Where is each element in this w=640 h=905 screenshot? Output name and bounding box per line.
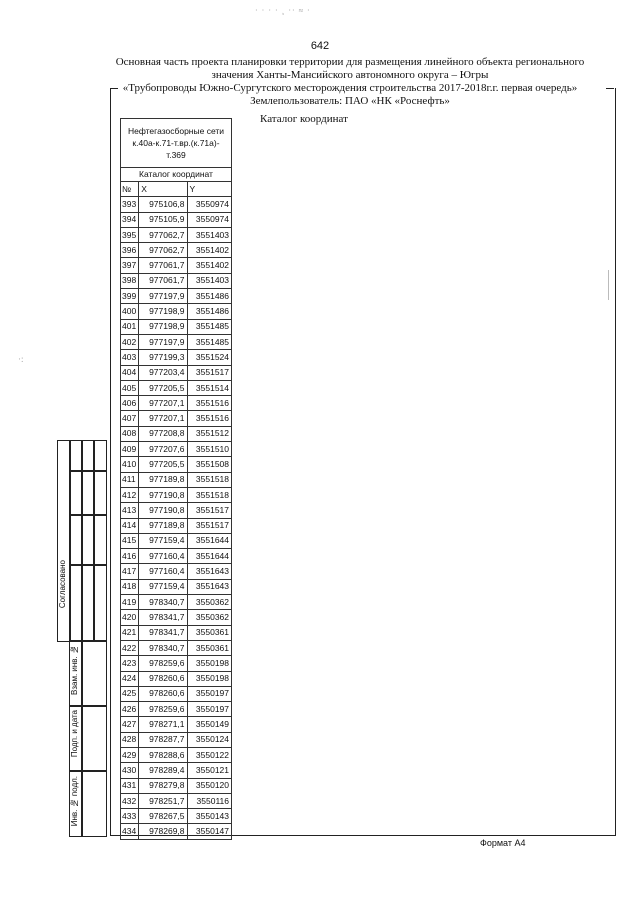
table-row	[121, 380, 232, 395]
title-line-4: Землепользователь: ПАО «НК «Роснефть»	[250, 95, 450, 107]
x-coordinate-cell: 977208,8	[139, 426, 187, 441]
y-coordinate-cell: 3551508	[187, 457, 231, 472]
row-number-cell: 395	[121, 227, 139, 242]
table-row	[121, 717, 232, 732]
row-number-cell: 421	[121, 625, 139, 640]
table-row	[121, 243, 232, 258]
stamp-label-inv-replace: Взам. инв. №	[70, 645, 79, 695]
y-coordinate-cell: 3551643	[187, 579, 231, 594]
table-row	[121, 472, 232, 487]
table-row	[121, 518, 232, 533]
table-row	[121, 304, 232, 319]
table-row	[121, 778, 232, 793]
title-line-1: Основная часть проекта планировки территории для размещения линейного объекта регионального	[115, 56, 585, 68]
x-coordinate-cell: 978267,5	[139, 809, 187, 824]
y-coordinate-cell: 3551486	[187, 289, 231, 304]
table-row	[121, 411, 232, 426]
x-coordinate-cell: 978260,6	[139, 671, 187, 686]
y-coordinate-cell: 3551524	[187, 350, 231, 365]
table-row	[121, 533, 232, 548]
row-number-cell: 397	[121, 258, 139, 273]
x-coordinate-cell: 978271,1	[139, 717, 187, 732]
y-coordinate-cell: 3550974	[187, 212, 231, 227]
x-coordinate-cell: 977199,3	[139, 350, 187, 365]
stamp-sign-date-value	[81, 705, 107, 772]
y-coordinate-cell: 3550124	[187, 732, 231, 747]
row-number-cell: 433	[121, 809, 139, 824]
scan-margin-mark: ·:	[18, 354, 24, 364]
row-number-cell: 410	[121, 457, 139, 472]
table-row	[121, 763, 232, 778]
row-number-cell: 399	[121, 289, 139, 304]
row-number-cell: 403	[121, 350, 139, 365]
x-coordinate-cell: 977160,4	[139, 564, 187, 579]
x-coordinate-cell: 977198,9	[139, 319, 187, 334]
x-coordinate-cell: 977061,7	[139, 258, 187, 273]
frame-corner-left	[110, 88, 118, 89]
column-header-number: №	[121, 182, 139, 197]
x-coordinate-cell: 977062,7	[139, 227, 187, 242]
y-coordinate-cell: 3551486	[187, 304, 231, 319]
x-coordinate-cell: 977197,9	[139, 289, 187, 304]
stamp-top-row-a	[69, 440, 107, 472]
y-coordinate-cell: 3550122	[187, 747, 231, 762]
table-row	[121, 503, 232, 518]
y-coordinate-cell: 3550362	[187, 610, 231, 625]
x-coordinate-cell: 977190,8	[139, 503, 187, 518]
table-row	[121, 319, 232, 334]
stamp-top-row-c	[69, 514, 107, 566]
row-number-cell: 429	[121, 747, 139, 762]
table-row	[121, 457, 232, 472]
row-number-cell: 408	[121, 426, 139, 441]
stamp-top-row-b	[69, 470, 107, 516]
y-coordinate-cell: 3550116	[187, 793, 231, 808]
y-coordinate-cell: 3550198	[187, 671, 231, 686]
x-coordinate-cell: 978259,6	[139, 656, 187, 671]
table-row	[121, 747, 232, 762]
catalog-title: Каталог координат	[260, 113, 348, 125]
table-row	[121, 732, 232, 747]
table-row	[121, 564, 232, 579]
table-row	[121, 273, 232, 288]
y-coordinate-cell: 3550198	[187, 656, 231, 671]
row-number-cell: 400	[121, 304, 139, 319]
approval-stamp	[57, 440, 105, 835]
coordinates-table	[120, 118, 232, 840]
table-row	[121, 702, 232, 717]
table-row	[121, 212, 232, 227]
row-number-cell: 407	[121, 411, 139, 426]
row-number-cell: 430	[121, 763, 139, 778]
stamp-inv-replace-value	[81, 640, 107, 707]
scan-artifact-marks: · · · · ¸ ·· ≈ ·	[255, 6, 311, 15]
table-row	[121, 595, 232, 610]
row-number-cell: 422	[121, 640, 139, 655]
table-subheader-row	[121, 168, 232, 182]
row-number-cell: 417	[121, 564, 139, 579]
format-label: Формат А4	[480, 838, 526, 848]
y-coordinate-cell: 3550362	[187, 595, 231, 610]
stamp-label-sign-date: Подп. и дата	[70, 710, 79, 758]
y-coordinate-cell: 3551517	[187, 365, 231, 380]
x-coordinate-cell: 977205,5	[139, 380, 187, 395]
x-coordinate-cell: 977159,4	[139, 533, 187, 548]
x-coordinate-cell: 977207,1	[139, 396, 187, 411]
x-coordinate-cell: 977061,7	[139, 273, 187, 288]
x-coordinate-cell: 977062,7	[139, 243, 187, 258]
x-coordinate-cell: 977189,8	[139, 518, 187, 533]
y-coordinate-cell: 3551643	[187, 564, 231, 579]
x-coordinate-cell: 975106,8	[139, 197, 187, 212]
table-object-row	[121, 119, 232, 168]
x-coordinate-cell: 975105,9	[139, 212, 187, 227]
x-coordinate-cell: 978340,7	[139, 595, 187, 610]
y-coordinate-cell: 3551485	[187, 319, 231, 334]
x-coordinate-cell: 977205,5	[139, 457, 187, 472]
table-row	[121, 579, 232, 594]
table-row	[121, 227, 232, 242]
table-row	[121, 350, 232, 365]
row-number-cell: 398	[121, 273, 139, 288]
y-coordinate-cell: 3551517	[187, 518, 231, 533]
row-number-cell: 423	[121, 656, 139, 671]
row-number-cell: 425	[121, 686, 139, 701]
row-number-cell: 416	[121, 549, 139, 564]
x-coordinate-cell: 977159,4	[139, 579, 187, 594]
x-coordinate-cell: 977198,9	[139, 304, 187, 319]
stamp-top-row-d	[69, 564, 107, 642]
y-coordinate-cell: 3551510	[187, 442, 231, 457]
stamp-label-inv-orig: Инв. № подл.	[70, 776, 79, 827]
table-row	[121, 549, 232, 564]
x-coordinate-cell: 977190,8	[139, 487, 187, 502]
y-coordinate-cell: 3550120	[187, 778, 231, 793]
object-name-cell: Нефтегазосборные сети к.40а-к.71-т.вр.(к.71а)-т.369	[121, 119, 232, 168]
row-number-cell: 414	[121, 518, 139, 533]
row-number-cell: 428	[121, 732, 139, 747]
subheader-cell: Каталог координат	[121, 168, 232, 182]
y-coordinate-cell: 3551516	[187, 411, 231, 426]
table-row	[121, 396, 232, 411]
table-row	[121, 258, 232, 273]
x-coordinate-cell: 978287,7	[139, 732, 187, 747]
y-coordinate-cell: 3550197	[187, 702, 231, 717]
y-coordinate-cell: 3551403	[187, 273, 231, 288]
y-coordinate-cell: 3551402	[187, 243, 231, 258]
y-coordinate-cell: 3551403	[187, 227, 231, 242]
y-coordinate-cell: 3551518	[187, 472, 231, 487]
title-line-2: значения Ханты-Мансийского автономного округа – Югры	[211, 69, 489, 81]
y-coordinate-cell: 3551402	[187, 258, 231, 273]
y-coordinate-cell: 3550121	[187, 763, 231, 778]
row-number-cell: 427	[121, 717, 139, 732]
table-row	[121, 365, 232, 380]
x-coordinate-cell: 978341,7	[139, 625, 187, 640]
row-number-cell: 405	[121, 380, 139, 395]
row-number-cell: 404	[121, 365, 139, 380]
row-number-cell: 412	[121, 487, 139, 502]
y-coordinate-cell: 3550147	[187, 824, 231, 839]
y-coordinate-cell: 3550361	[187, 625, 231, 640]
x-coordinate-cell: 978289,4	[139, 763, 187, 778]
row-number-cell: 431	[121, 778, 139, 793]
table-row	[121, 671, 232, 686]
x-coordinate-cell: 978288,6	[139, 747, 187, 762]
row-number-cell: 413	[121, 503, 139, 518]
x-coordinate-cell: 977160,4	[139, 549, 187, 564]
x-coordinate-cell: 978260,6	[139, 686, 187, 701]
y-coordinate-cell: 3550361	[187, 640, 231, 655]
row-number-cell: 402	[121, 334, 139, 349]
frame-corner-right	[606, 88, 614, 89]
y-coordinate-cell: 3551514	[187, 380, 231, 395]
title-line-3: «Трубопроводы Южно-Сургутского месторождения строительства 2017-2018г.г. первая очередь»	[122, 82, 578, 94]
y-coordinate-cell: 3550974	[187, 197, 231, 212]
table-row	[121, 625, 232, 640]
stamp-inv-orig-value	[81, 770, 107, 837]
table-row	[121, 442, 232, 457]
row-number-cell: 394	[121, 212, 139, 227]
row-number-cell: 434	[121, 824, 139, 839]
x-coordinate-cell: 977207,6	[139, 442, 187, 457]
table-row	[121, 487, 232, 502]
table-row	[121, 289, 232, 304]
row-number-cell: 420	[121, 610, 139, 625]
y-coordinate-cell: 3550143	[187, 809, 231, 824]
x-coordinate-cell: 978259,6	[139, 702, 187, 717]
x-coordinate-cell: 978279,8	[139, 778, 187, 793]
page-number: 642	[310, 40, 330, 52]
y-coordinate-cell: 3550197	[187, 686, 231, 701]
x-coordinate-cell: 978251,7	[139, 793, 187, 808]
table-body	[121, 197, 232, 839]
x-coordinate-cell: 977203,4	[139, 365, 187, 380]
y-coordinate-cell: 3551516	[187, 396, 231, 411]
row-number-cell: 401	[121, 319, 139, 334]
row-number-cell: 432	[121, 793, 139, 808]
y-coordinate-cell: 3551644	[187, 549, 231, 564]
y-coordinate-cell: 3551644	[187, 533, 231, 548]
y-coordinate-cell: 3551518	[187, 487, 231, 502]
stamp-label-agreed: Согласовано	[58, 560, 67, 609]
row-number-cell: 409	[121, 442, 139, 457]
column-header-y: Y	[187, 182, 231, 197]
x-coordinate-cell: 977197,9	[139, 334, 187, 349]
table-row	[121, 809, 232, 824]
x-coordinate-cell: 978341,7	[139, 610, 187, 625]
table-row	[121, 640, 232, 655]
row-number-cell: 426	[121, 702, 139, 717]
row-number-cell: 418	[121, 579, 139, 594]
row-number-cell: 393	[121, 197, 139, 212]
table-row	[121, 686, 232, 701]
y-coordinate-cell: 3550149	[187, 717, 231, 732]
scan-edge-mark	[608, 270, 609, 300]
row-number-cell: 415	[121, 533, 139, 548]
table-row	[121, 197, 232, 212]
row-number-cell: 406	[121, 396, 139, 411]
table-row	[121, 334, 232, 349]
table-column-header-row	[121, 182, 232, 197]
column-header-x: X	[139, 182, 187, 197]
y-coordinate-cell: 3551485	[187, 334, 231, 349]
row-number-cell: 411	[121, 472, 139, 487]
x-coordinate-cell: 978269,8	[139, 824, 187, 839]
x-coordinate-cell: 977189,8	[139, 472, 187, 487]
table-row	[121, 656, 232, 671]
table-row	[121, 793, 232, 808]
y-coordinate-cell: 3551512	[187, 426, 231, 441]
table-row	[121, 824, 232, 839]
row-number-cell: 396	[121, 243, 139, 258]
row-number-cell: 419	[121, 595, 139, 610]
x-coordinate-cell: 977207,1	[139, 411, 187, 426]
table-row	[121, 426, 232, 441]
y-coordinate-cell: 3551517	[187, 503, 231, 518]
table-row	[121, 610, 232, 625]
row-number-cell: 424	[121, 671, 139, 686]
x-coordinate-cell: 978340,7	[139, 640, 187, 655]
